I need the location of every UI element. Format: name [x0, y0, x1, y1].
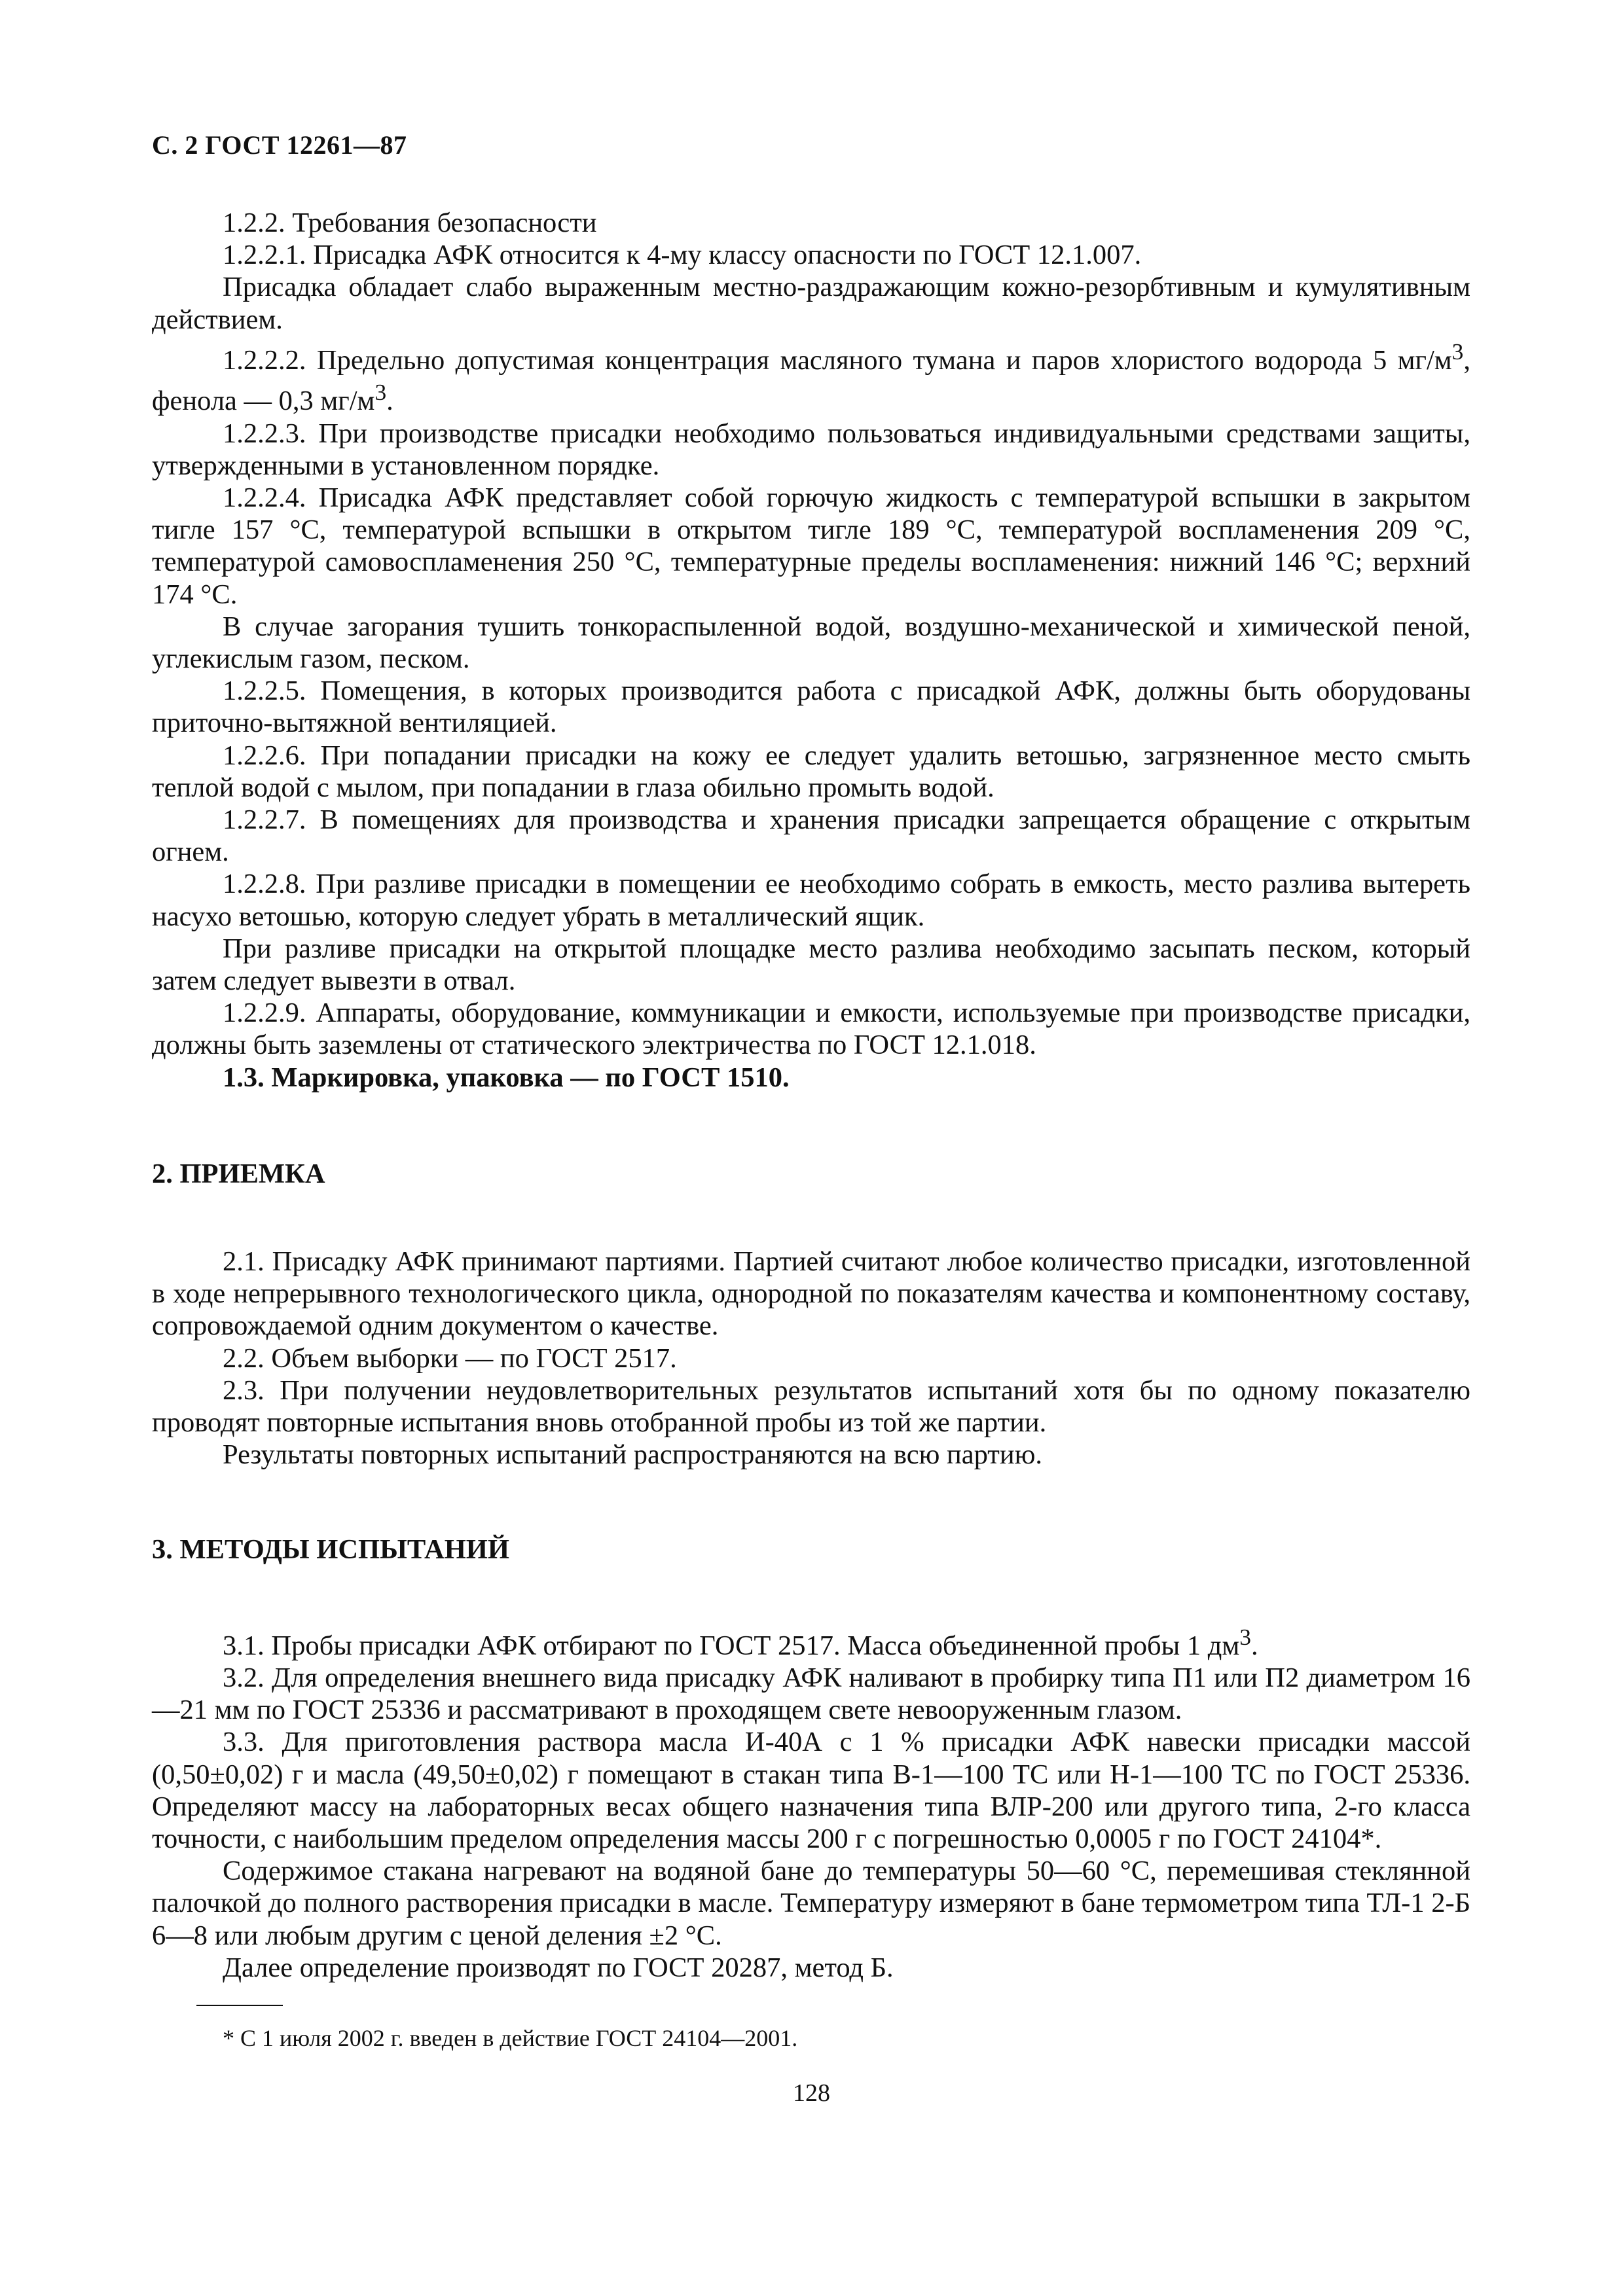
page-number: 128 [793, 2079, 830, 2107]
paragraph-1-2-2-1: 1.2.2.1. Присадка АФК относится к 4-му классу опасности по ГОСТ 12.1.007. [223, 240, 1142, 271]
paragraph-1-2-2-8: 1.2.2.8. При разливе присадки в помещении ее необходимо собрать в емкость, место разлива вытереть насухо ветошью, которую следует убрать в металлический ящик. [152, 869, 1470, 932]
paragraph-2-3: 2.3. При получении неудовлетворительных результатов испытаний хотя бы по одному показателю проводят повторные испытания вновь отобранной пробы из той же партии. [152, 1374, 1470, 1439]
paragraph-additive-properties: Присадка обладает слабо выраженным местно-раздражающим кожно-резорбтивным и кумулятивным действием. [152, 272, 1470, 335]
paragraph-1-3-marking: 1.3. Маркировка, упаковка — по ГОСТ 1510. [223, 1062, 790, 1093]
superscript: 3 [374, 379, 387, 406]
paragraph-outdoor-spill: При разливе присадки на открытой площадке место разлива необходимо засыпать песком, который затем следует вывезти в отвал. [152, 933, 1470, 996]
section-heading-acceptance: 2. ПРИЕМКА [152, 1158, 325, 1189]
paragraph-1-2-2: 1.2.2. Требования безопасности [223, 207, 597, 238]
superscript: 3 [1239, 1623, 1251, 1650]
paragraph-1-2-2-2: 1.2.2.2. Предельно допустимая концентрация масляного тумана и паров хлористого водорода 5 $мг/м^3$, фенола — 0,3 $мг/м^3$. [152, 338, 1470, 417]
text-phenol: , фенола — 0,3 мг/м [152, 344, 1470, 417]
footnote-divider [196, 2005, 283, 2006]
paragraph-1-2-2-9: 1.2.2.9. Аппараты, оборудование, коммуникации и емкости, используемые при производстве присадки, должны быть заземлены от статического электричества по ГОСТ 12.1.018. [152, 997, 1470, 1061]
paragraph-1-2-2-7: 1.2.2.7. В помещениях для производства и хранения присадки запрещается обращение с открытым огнем. [152, 804, 1470, 868]
section-heading-test-methods: 3. МЕТОДЫ ИСПЫТАНИЙ [152, 1534, 509, 1566]
paragraph-3-1: 3.1. Пробы присадки АФК отбирают по ГОСТ 2517. Масса объединенной пробы 1 $дм^3$. [223, 1623, 1258, 1661]
paragraph-1-2-2-6: 1.2.2.6. При попадании присадки на кожу ее следует удалить ветошью, загрязненное место смыть теплой водой с мылом, при попадании в глаза обильно промыть водой. [152, 740, 1470, 803]
paragraph-2-1: 2.1. Присадку АФК принимают партиями. Партией считают любое количество присадки, изготовленной в ходе непрерывного технологического цикла, однородной по показателям качества и компонентному составу, сопровождаемой одним документом о качестве. [152, 1246, 1470, 1342]
paragraph-2-2: 2.2. Объем выборки — по ГОСТ 2517. [223, 1342, 677, 1374]
paragraph-further-determination: Далее определение производят по ГОСТ 20287, метод Б. [223, 1952, 894, 1983]
footnote: * С 1 июля 2002 г. введен в действие ГОСТ 24104—2001. [223, 2025, 798, 2051]
paragraph-3-2: 3.2. Для определения внешнего вида присадку АФК наливают в пробирку типа П1 или П2 диаметром 16—21 мм по ГОСТ 25336 и рассматривают в проходящем свете невооруженным глазом. [152, 1662, 1470, 1726]
paragraph-repeat-tests: Результаты повторных испытаний распространяются на всю партию. [223, 1439, 1042, 1471]
paragraph-1-2-2-4: 1.2.2.4. Присадка АФК представляет собой горючую жидкость с температурой вспышки в закрытом тигле 157 °С, температурой вспышки в открытом тигле 189 °С, температурой воспламенения 209 °С, температурой самовоспламенения 250 °С, температурные пределы воспламенения: нижний 146 °С; верхний 174 °С. [152, 482, 1470, 610]
superscript: 3 [1451, 338, 1464, 365]
document-body [152, 207, 1470, 1984]
page-header: С. 2 ГОСТ 12261—87 [152, 130, 407, 160]
paragraph-1-2-2-3: 1.2.2.3. При производстве присадки необходимо пользоваться индивидуальными средствами защиты, утвержденными в установленном порядке. [152, 418, 1470, 481]
text-concentration: 1.2.2.2. Предельно допустимая концентрация масляного тумана и паров хлористого водорода 5 мг/м [223, 344, 1452, 376]
paragraph-heating: Содержимое стакана нагревают на водяной бане до температуры 50—60 °С, перемешивая стеклянной палочкой до полного растворения присадки в масле. Температуру измеряют в бане термометром типа ТЛ-1 2-Б 6—8 или любым другим с ценой деления ±2 °С. [152, 1856, 1470, 1951]
paragraph-fire-extinguishing: В случае загорания тушить тонкораспыленной водой, воздушно-механической и химической пеной, углекислым газом, песком. [152, 611, 1470, 674]
paragraph-3-3: 3.3. Для приготовления раствора масла И-40А с 1 % присадки АФК навески присадки массой (0,50±0,02) г и масла (49,50±0,02) г помещают в стакан типа В-1—100 ТС или Н-1—100 ТС по ГОСТ 25336. Определяют массу на лабораторных весах общего назначения типа ВЛР-200 или другого типа, 2-го класса точности, с наибольшим пределом определения массы 200 г с погрешностью 0,0005 г по ГОСТ 24104*. [152, 1727, 1470, 1854]
paragraph-1-2-2-5: 1.2.2.5. Помещения, в которых производится работа с присадкой АФК, должны быть оборудованы приточно-вытяжной вентиляцией. [152, 675, 1470, 739]
text-sampling: 3.1. Пробы присадки АФК отбирают по ГОСТ 2517. Масса объединенной пробы 1 дм [223, 1630, 1240, 1661]
